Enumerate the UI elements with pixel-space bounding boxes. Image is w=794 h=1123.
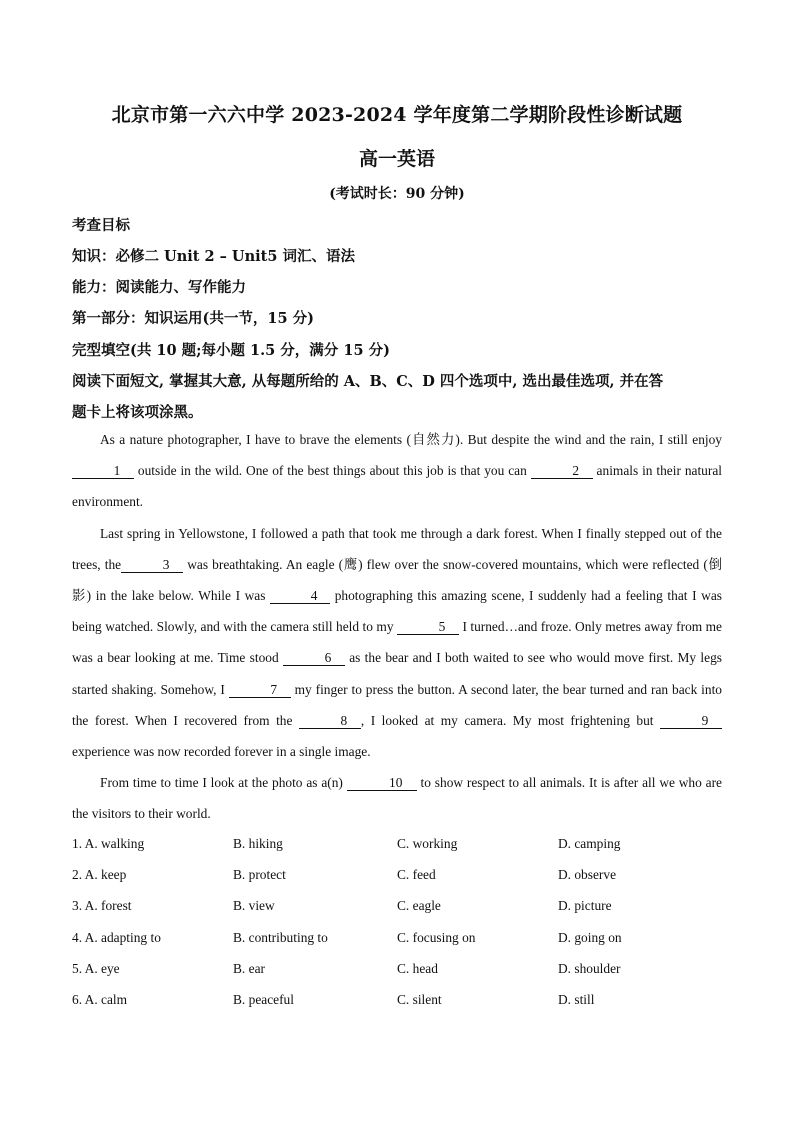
instruction-line-1: 阅读下面短文, 掌握其大意, 从每题所给的 A、B、C、D 四个选项中, 选出最佳选项, 并在答	[72, 373, 664, 390]
question-2-options	[72, 867, 724, 898]
blank-5: 5	[397, 620, 459, 635]
q5-option-a: 5. A. eye	[72, 960, 120, 976]
q5-option-c: C. head	[397, 960, 438, 976]
q4-option-a: 4. A. adapting to	[72, 929, 161, 945]
q4-option-b: B. contributing to	[233, 929, 328, 945]
q2-option-c: C. feed	[397, 867, 436, 883]
passage-paragraph-2: Last spring in Yellowstone, I followed a path that took me through a dark forest. When I finally stepped out of the trees, the 3 was breathtaking. An eagle (鹰) flew over the snow-covered mountains, which were reflected (倒影) in the lake below. While I was 4 photographing this amazing scene, I suddenly had a feeling that I was being watched. Slowly, and with the camera still held to my 5 I turned…and froze. Only metres away from me was a bear looking at me. Time stood 6 as the bear and I both waited to see who would move first. My legs started shaking. Somehow, I 7 my finger to press the button. A second later, the bear turned and ran back into the forest. When I recovered from the 8 , I looked at my camera. My most frightening but 9 experience was now recorded forever in a single image.	[72, 525, 722, 760]
cloze-passage	[72, 424, 722, 830]
question-5-options	[72, 961, 724, 992]
question-4-options	[72, 930, 724, 961]
q3-option-c: C. eagle	[397, 898, 441, 914]
q1-option-b: B. hiking	[233, 836, 283, 851]
blank-7: 7	[229, 683, 291, 698]
subject-title: 高一英语	[358, 148, 435, 170]
q1-option-d: D. camping	[558, 836, 621, 851]
exam-title: 北京市第一六六中学 2023-2024 学年度第二学期阶段性诊断试题	[111, 104, 683, 126]
question-1-options	[72, 836, 724, 867]
q6-option-d: D. still	[558, 991, 595, 1007]
instruction-line-2: 题卡上将该项涂黑。	[72, 404, 203, 421]
q4-option-c: C. focusing on	[397, 929, 476, 945]
passage-paragraph-3: From time to time I look at the photo as a(n) 10 to show respect to all animals. It is after all we who are the visitors to their world.	[72, 775, 723, 822]
q6-option-b: B. peaceful	[233, 991, 294, 1007]
blank-9: 9	[660, 714, 722, 729]
part-heading: 第一部分：知识运用(共一节，15 分)	[72, 310, 314, 327]
q2-option-a: 2. A. keep	[72, 867, 127, 883]
section-heading: 完型填空(共 10 题;每小题 1.5 分，满分 15 分)	[72, 342, 390, 359]
q3-option-b: B. view	[233, 898, 275, 914]
blank-8: 8	[299, 714, 361, 729]
exam-duration: (考试时长：90 分钟)	[329, 186, 465, 202]
q5-option-d: D. shoulder	[558, 960, 621, 976]
blank-6: 6	[283, 651, 345, 666]
q1-option-a: 1. A. walking	[72, 836, 145, 851]
q3-option-d: D. picture	[558, 898, 612, 914]
q6-option-c: C. silent	[397, 991, 442, 1007]
knowledge-line: 知识：必修二 Unit 2 – Unit5 词汇、语法	[72, 248, 355, 265]
blank-10: 10	[347, 776, 417, 791]
q1-option-c: C. working	[397, 836, 458, 851]
objective-heading: 考查目标	[72, 217, 130, 234]
q4-option-d: D. going on	[558, 929, 622, 945]
blank-2: 2	[531, 464, 593, 479]
q2-option-d: D. observe	[558, 867, 617, 883]
passage-paragraph-1: As a nature photographer, I have to brave the elements (自然力). But despite the wind and the rain, I still enjoy 1 outside in the wild. One of the best things about this job is that you can 2 animals in their natural environment.	[72, 432, 722, 510]
blank-4: 4	[270, 589, 330, 604]
q3-option-a: 3. A. forest	[72, 898, 132, 914]
question-3-options	[72, 898, 724, 929]
blank-1: 1	[72, 464, 134, 479]
blank-3: 3	[121, 558, 183, 573]
q2-option-b: B. protect	[233, 867, 286, 883]
question-6-options	[72, 992, 724, 1023]
q6-option-a: 6. A. calm	[72, 991, 128, 1007]
answer-options	[72, 836, 724, 1023]
ability-line: 能力：阅读能力、写作能力	[72, 279, 246, 296]
q5-option-b: B. ear	[233, 960, 265, 976]
